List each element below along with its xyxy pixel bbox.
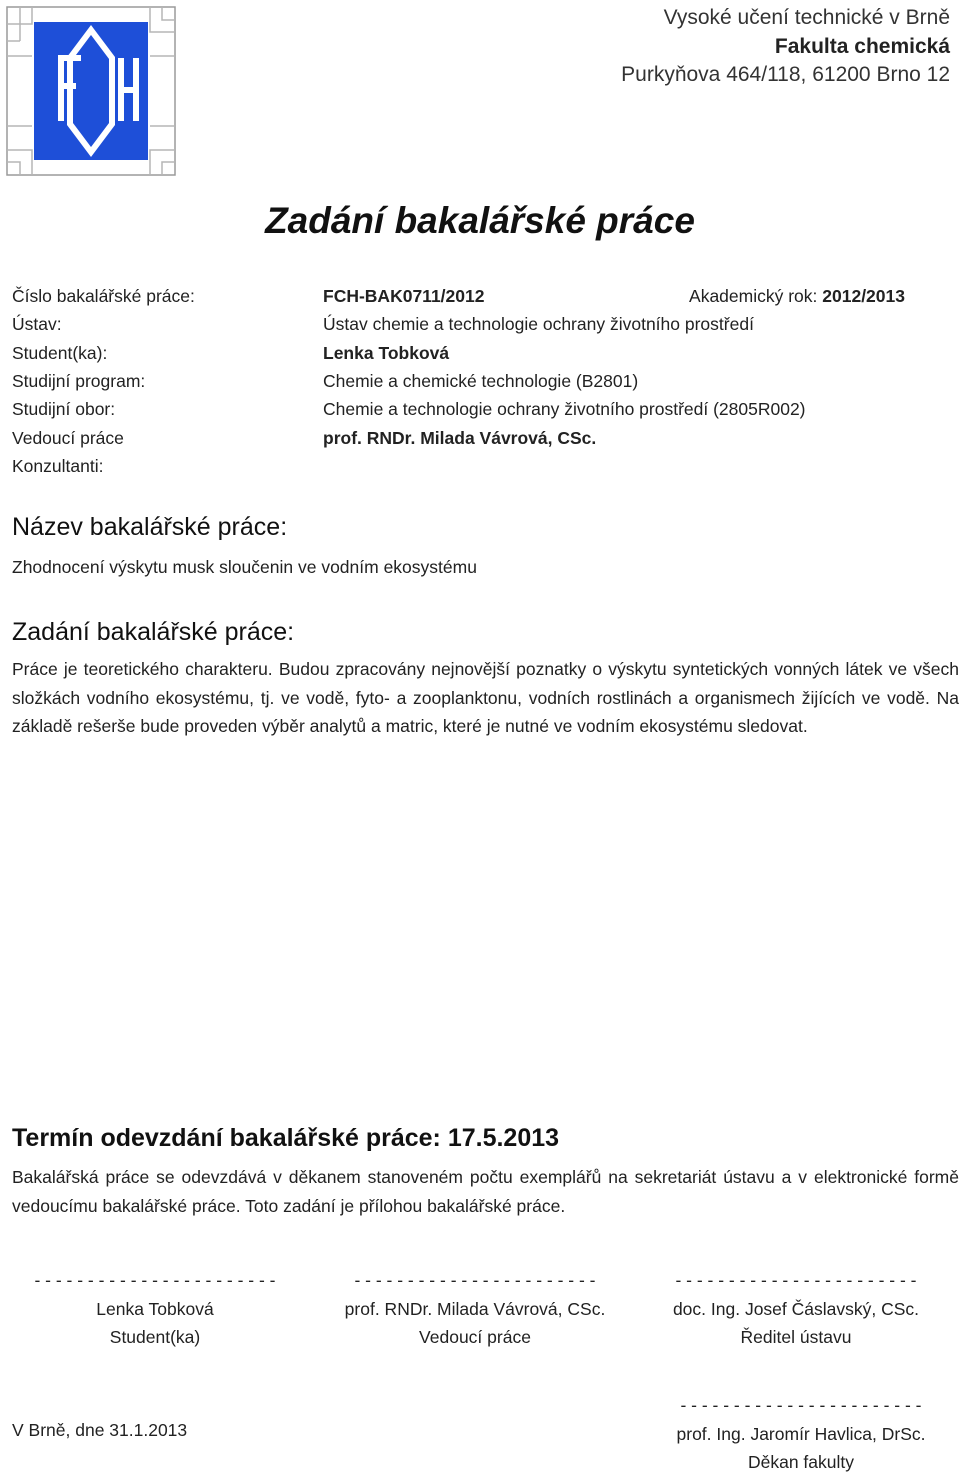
assignment-text: Práce je teoretického charakteru. Budou zpracovány nejnovější poznatky o výskytu syntetických vonných látek ve všech složkách vodního ekosystému, tj. ve vodě, fyto- a zooplanktonu, vodních rostlinách a organismech žijících ve vodě. Na základě rešerše bude proveden výběr analytů a matric, které je nutné ve vodním ekosystému sledovat. xyxy=(12,659,959,736)
field-label: Studijní obor: xyxy=(12,399,116,419)
signature-role: Student(ka) xyxy=(109,1327,201,1347)
signature-role: Vedoucí práce xyxy=(419,1327,531,1347)
signature-dean xyxy=(646,1391,956,1477)
signature-student xyxy=(0,1266,310,1352)
student-label: Student(ka): xyxy=(12,343,108,363)
academic-year-label: Akademický rok: xyxy=(689,286,818,306)
signature-line: - - - - - - - - - - - - - - - - - - - - - - - xyxy=(680,1395,922,1415)
consultants-label: Konzultanti: xyxy=(12,456,104,476)
thesis-name-heading: Název bakalářské práce: xyxy=(12,513,288,541)
signature-supervisor xyxy=(320,1266,630,1352)
assignment-heading: Zadání bakalářské práce: xyxy=(12,618,295,646)
signature-name: Lenka Tobková xyxy=(96,1298,214,1319)
signature-role: Ředitel ústavu xyxy=(740,1327,852,1347)
thesis-number: FCH-BAK0711/2012 xyxy=(323,286,485,306)
student: Lenka Tobková xyxy=(323,343,450,363)
signature-line: - - - - - - - - - - - - - - - - - - - - - - - xyxy=(675,1270,917,1290)
institute: Ústav chemie a technologie ochrany životního prostředí xyxy=(323,314,754,334)
supervisor: prof. RNDr. Milada Vávrová, CSc. xyxy=(323,428,597,448)
place-date: V Brně, dne 31.1.2013 xyxy=(12,1420,188,1440)
thesis-number-label: Číslo bakalářské práce: xyxy=(12,286,195,306)
deadline-heading: Termín odevzdání bakalářské práce: 17.5.2013 xyxy=(12,1124,560,1152)
faculty-name: Fakulta chemická xyxy=(774,35,950,58)
signature-line: - - - - - - - - - - - - - - - - - - - - - - - xyxy=(354,1270,596,1290)
signature-name: doc. Ing. Josef Čáslavský, CSc. xyxy=(672,1298,920,1319)
deadline-text: Bakalářská práce se odevzdává v děkanem stanoveném počtu exemplářů na sekretariát ústavu a v elektronické formě vedoucímu bakalářské práce. Toto zadání je přílohou bakalářské práce. xyxy=(12,1167,959,1216)
signature-name: prof. RNDr. Milada Vávrová, CSc. xyxy=(344,1298,606,1319)
signature-line: - - - - - - - - - - - - - - - - - - - - - - - xyxy=(34,1270,276,1290)
thesis-name-text: Zhodnocení výskytu musk sloučenin ve vodním ekosystému xyxy=(12,557,477,577)
signature-name: prof. Ing. Jaromír Havlica, DrSc. xyxy=(676,1423,926,1444)
supervisor-label: Vedoucí práce xyxy=(12,428,124,448)
signature-role: Děkan fakulty xyxy=(747,1452,855,1472)
program-label: Studijní program: xyxy=(12,371,146,391)
faculty-address: Purkyňova 464/118, 61200 Brno 12 xyxy=(621,63,950,86)
university-name: Vysoké učení technické v Brně xyxy=(663,6,950,29)
faculty-logo xyxy=(6,6,176,176)
page-title: Zadání bakalářské práce xyxy=(265,200,695,241)
academic-year: 2012/2013 xyxy=(822,286,905,306)
field: Chemie a technologie ochrany životního prostředí (2805R002) xyxy=(323,399,806,419)
program: Chemie a chemické technologie (B2801) xyxy=(323,371,639,391)
signature-director xyxy=(641,1266,951,1352)
institute-label: Ústav: xyxy=(12,314,62,334)
